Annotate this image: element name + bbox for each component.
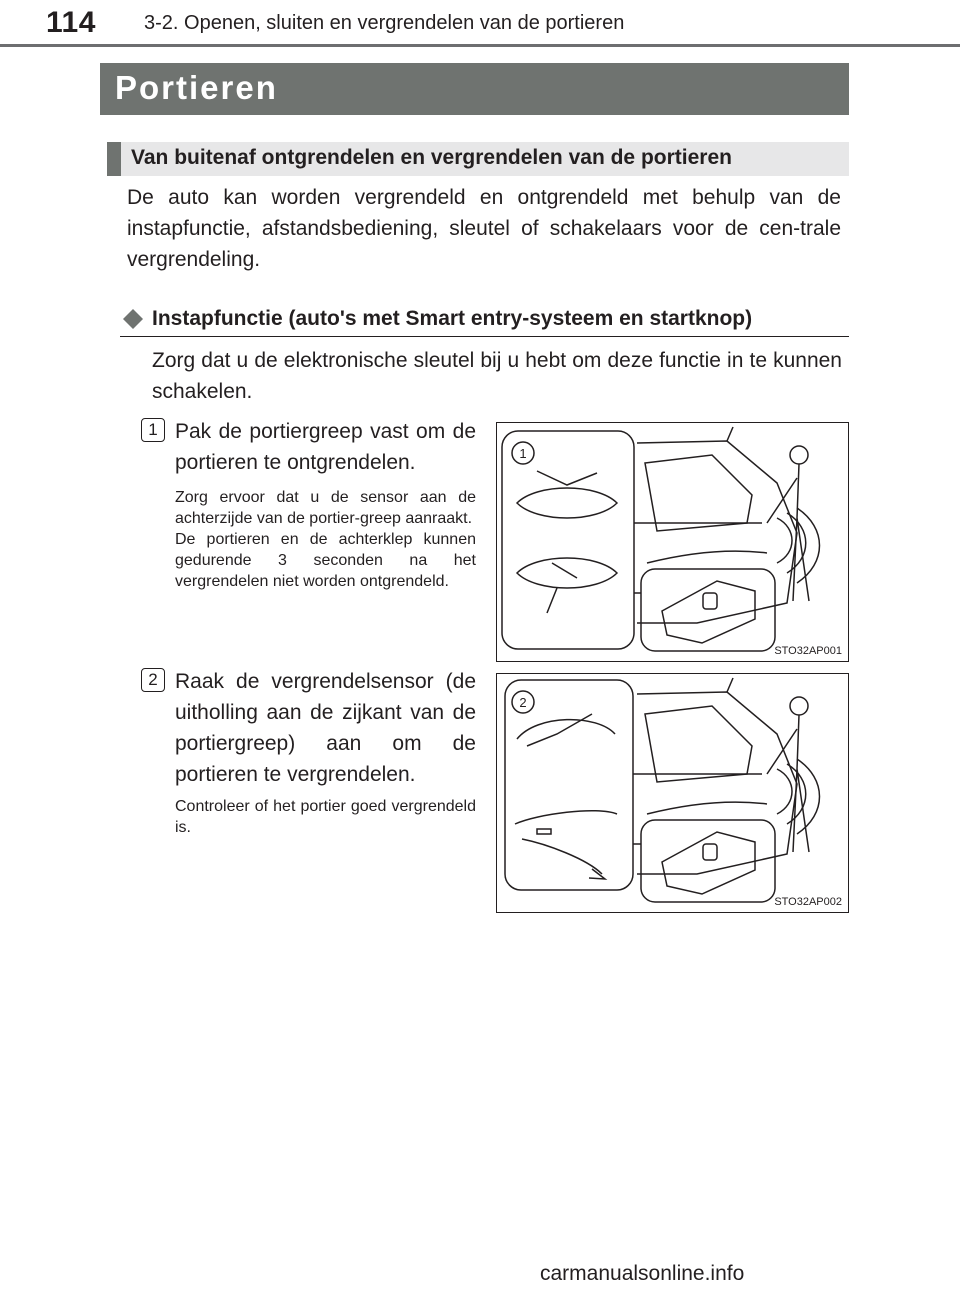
header-rule — [0, 44, 960, 47]
step-note: Controleer of het portier goed vergrendeld is. — [175, 798, 476, 836]
subsection-band — [107, 142, 849, 176]
figure-code: STO32AP001 — [774, 645, 842, 657]
step-text: Raak de vergrendelsensor (de uitholling aan de zijkant van de portiergreep) aan om de portieren te vergrendelen. — [175, 670, 476, 786]
footer-watermark: carmanualsonline.info — [540, 1262, 745, 1285]
running-title: 3-2. Openen, sluiten en vergrendelen van de portieren — [144, 12, 625, 34]
step-text: Pak de portiergreep vast om de portieren te ontgrendelen. — [175, 420, 476, 474]
diamond-icon — [122, 308, 144, 330]
car-door-unlock-illustration — [497, 423, 848, 661]
instap-heading: Instapfunctie (auto's met Smart entry-systeem en startknop) — [152, 307, 753, 330]
figure-callout: 2 — [519, 695, 527, 710]
figure-step-1 — [496, 422, 849, 662]
figure-code: STO32AP002 — [774, 896, 842, 908]
step-note: Zorg ervoor dat u de sensor aan de achterzijde van de portier-greep aanraakt. De portieren en de achterklep kunnen gedurende 3 seconden na het vergrendelen niet worden ontgrendeld. — [175, 489, 476, 590]
section-band — [100, 63, 849, 115]
heading-rule — [120, 336, 849, 337]
instap-lead: Zorg dat u de elektronische sleutel bij u hebt om deze functie in te kunnen schakelen. — [152, 349, 842, 403]
figure-step-2 — [496, 673, 849, 913]
figure-callout: 1 — [519, 446, 527, 461]
section-title: Portieren — [115, 69, 278, 106]
car-door-lock-illustration — [497, 674, 848, 912]
step-number: 1 — [141, 418, 165, 442]
page-number: 114 — [46, 6, 96, 39]
intro-paragraph: De auto kan worden vergrendeld en ontgrendeld met behulp van de instapfunctie, afstandsbediening, sleutel of schakelaars voor de cen-trale vergrendeling. — [127, 186, 841, 271]
step-number: 2 — [141, 668, 165, 692]
subsection-title: Van buitenaf ontgrendelen en vergrendelen van de portieren — [131, 146, 732, 169]
